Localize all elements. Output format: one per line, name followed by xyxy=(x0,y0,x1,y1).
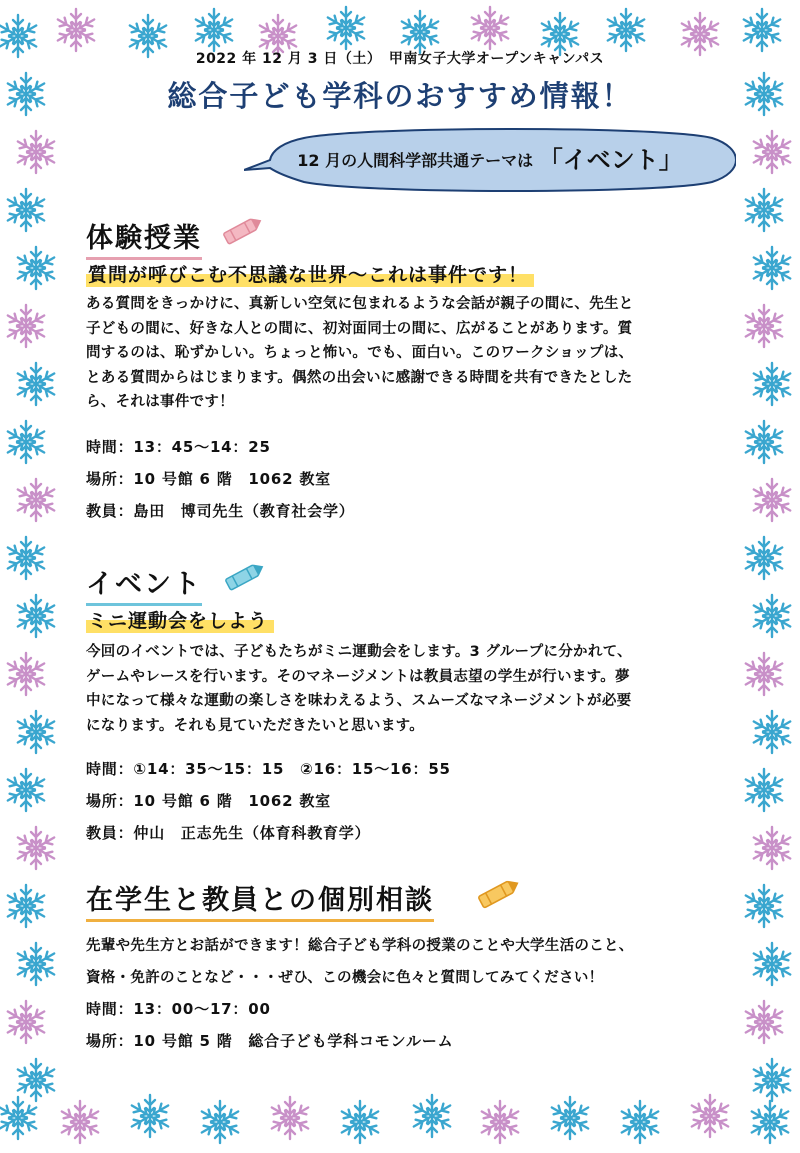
consult-place: 場所：10 号館 5 階 総合子ども学科コモンルーム xyxy=(86,1032,454,1050)
snowflake-icon xyxy=(2,650,50,698)
class-description xyxy=(86,292,712,415)
snowflake-icon xyxy=(12,940,60,988)
text-line: 中になって様々な運動の楽しさを味わえるよう、スムーズなマネージメントが必要 xyxy=(86,693,632,709)
snowflake-icon xyxy=(466,4,514,52)
snowflake-icon xyxy=(748,128,796,176)
snowflake-icon xyxy=(2,534,50,582)
snowflake-icon xyxy=(748,476,796,524)
snowflake-icon xyxy=(738,6,786,54)
snowflake-icon xyxy=(2,998,50,1046)
crayon-icon xyxy=(470,876,524,912)
text-line: ゲームやレースを行います。そのマネージメントは教員志望の学生が行います。夢 xyxy=(86,668,630,685)
snowflake-icon xyxy=(266,1094,314,1142)
snowflake-icon xyxy=(748,824,796,872)
event-subtitle: ミニ運動会をしよう xyxy=(86,606,274,633)
snowflake-icon xyxy=(12,128,60,176)
theme-speech-bubble xyxy=(244,124,736,194)
snowflake-icon xyxy=(748,708,796,756)
snowflake-icon xyxy=(740,650,788,698)
snowflake-icon xyxy=(546,1094,594,1142)
section-heading-event: イベント xyxy=(86,562,202,606)
crayon-icon xyxy=(216,214,266,248)
section-heading-class: 体験授業 xyxy=(86,216,202,260)
text-line: 資格・免許のことなど・・・ぜひ、この機会に色々と質問してみてください！ xyxy=(86,970,604,986)
event-teacher: 教員：仲山 正志先生（体育科教育学） xyxy=(86,824,371,842)
snowflake-icon xyxy=(196,1098,244,1146)
snowflake-icon xyxy=(12,824,60,872)
snowflake-icon xyxy=(748,244,796,292)
text-line: ある質問をきっかけに、真新しい空気に包まれるような会話が親子の間に、先生と xyxy=(86,296,634,312)
snowflake-icon xyxy=(12,708,60,756)
snowflake-icon xyxy=(322,4,370,52)
snowflake-icon xyxy=(740,998,788,1046)
snowflake-icon xyxy=(336,1098,384,1146)
snowflake-icon xyxy=(190,6,238,54)
page-title: 総合子ども学科のおすすめ情報！ xyxy=(167,79,633,113)
class-place: 場所：10 号館 6 階 1062 教室 xyxy=(86,470,331,488)
event-description xyxy=(86,640,712,738)
snowflake-icon xyxy=(740,302,788,350)
event-date-line: 2022 年 12 月 3 日（土） 甲南女子大学オープンキャンパス xyxy=(195,51,605,67)
snowflake-icon xyxy=(56,1098,104,1146)
text-line: とある質問からはじまります。偶然の出会いに感謝できる時間を共有できたとした xyxy=(86,369,633,386)
snowflake-icon xyxy=(740,766,788,814)
class-time: 時間：13：45～14：25 xyxy=(86,438,271,456)
snowflake-icon xyxy=(740,534,788,582)
theme-highlight: 「イベント」 xyxy=(538,146,683,174)
event-time: 時間：①14：35～15：15 ②16：15～16：55 xyxy=(86,760,451,778)
snowflake-icon xyxy=(746,1098,794,1146)
snowflake-icon xyxy=(126,1092,174,1140)
theme-prefix: 12 月の人間科学部共通テーマは xyxy=(297,151,534,170)
crayon-icon xyxy=(218,560,268,594)
snowflake-icon xyxy=(2,882,50,930)
snowflake-icon xyxy=(740,186,788,234)
snowflake-icon xyxy=(686,1092,734,1140)
text-line: 子どもの間に、好きな人との間に、初対面同士の間に、広がることがあります。質 xyxy=(86,320,633,337)
snowflake-icon xyxy=(52,6,100,54)
section-heading-consult: 在学生と教員との個別相談 xyxy=(86,878,434,922)
snowflake-icon xyxy=(12,476,60,524)
snowflake-icon xyxy=(476,1098,524,1146)
snowflake-icon xyxy=(408,1092,456,1140)
text-line: 先輩や先生方とお話ができます！総合子ども学科の授業のことや大学生活のこと、 xyxy=(86,938,634,954)
snowflake-icon xyxy=(12,592,60,640)
snowflake-icon xyxy=(12,360,60,408)
snowflake-icon xyxy=(2,418,50,466)
snowflake-icon xyxy=(2,186,50,234)
text-line: になります。それも見ていただきたいと思います。 xyxy=(86,717,425,734)
class-teacher: 教員：島田 博司先生（教育社会学） xyxy=(86,502,355,520)
snowflake-icon xyxy=(748,1056,796,1104)
snowflake-icon xyxy=(616,1098,664,1146)
consult-time: 時間：13：00～17：00 xyxy=(86,1000,271,1018)
class-subtitle: 質問が呼びこむ不思議な世界～これは事件です！ xyxy=(86,260,534,287)
snowflake-icon xyxy=(740,882,788,930)
snowflake-icon xyxy=(748,940,796,988)
snowflake-icon xyxy=(2,766,50,814)
snowflake-icon xyxy=(740,418,788,466)
text-line: 問するのは、恥ずかしい。ちょっと怖い。でも、面白い。このワークショップは、 xyxy=(86,345,634,361)
consult-description xyxy=(86,930,712,994)
snowflake-icon xyxy=(602,6,650,54)
snowflake-icon xyxy=(12,1056,60,1104)
snowflake-icon xyxy=(748,360,796,408)
event-place: 場所：10 号館 6 階 1062 教室 xyxy=(86,792,331,810)
text-line: ら、それは事件です！ xyxy=(86,394,234,410)
snowflake-icon xyxy=(748,592,796,640)
snowflake-icon xyxy=(12,244,60,292)
text-line: 今回のイベントでは、子どもたちがミニ運動会をします。3 グループに分かれて、 xyxy=(86,644,632,660)
snowflake-icon xyxy=(2,302,50,350)
